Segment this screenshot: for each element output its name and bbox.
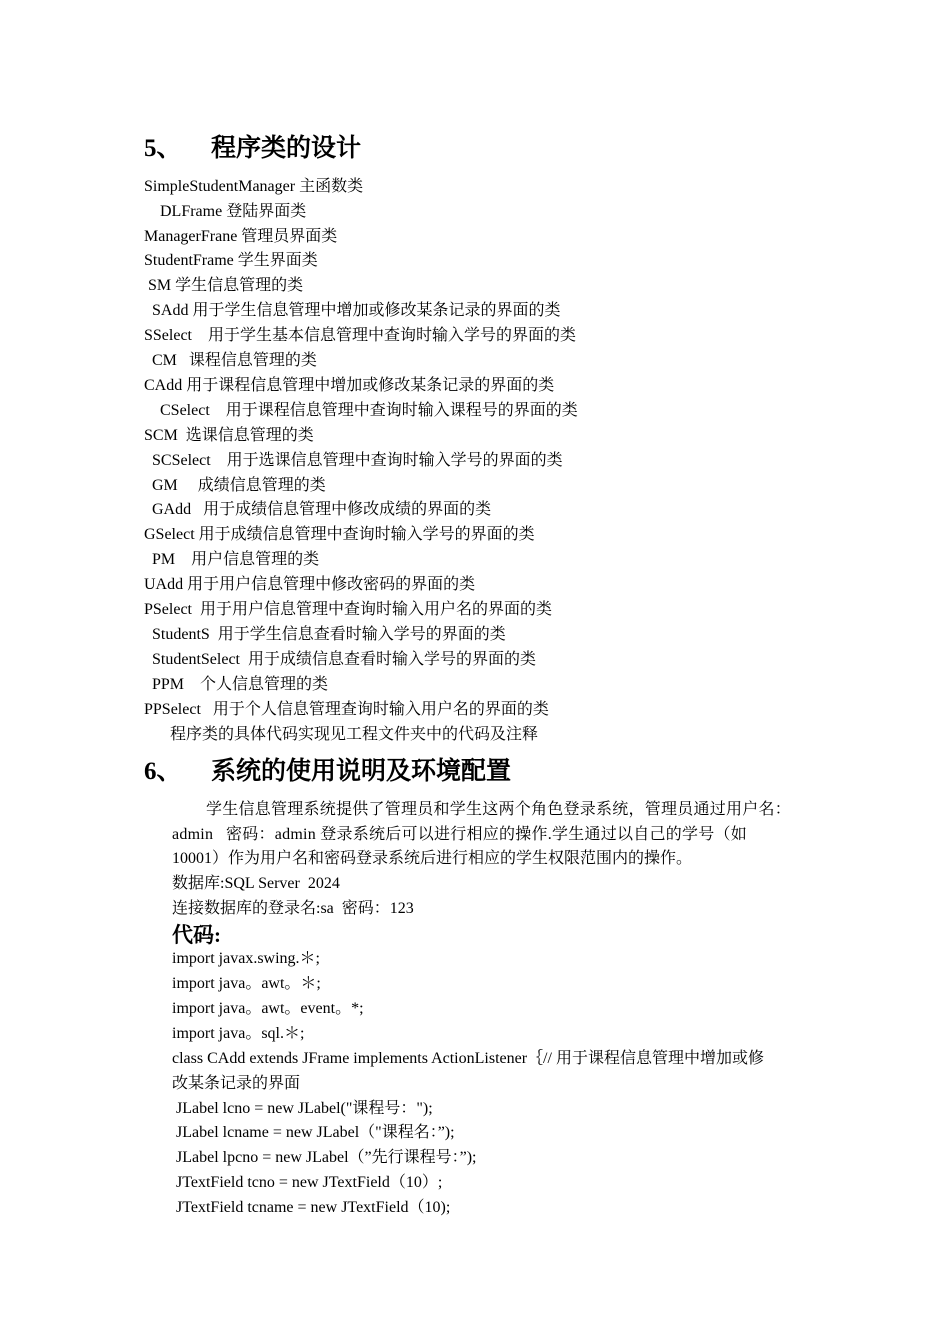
class-line-22: PPSelect 用于个人信息管理查询时输入用户名的界面的类: [144, 701, 549, 718]
code-line-8: JLabel lcname = new JLabel（"课程名：”);: [172, 1124, 455, 1141]
class-line-12: SCSelect 用于选课信息管理中查询时输入学号的界面的类: [152, 452, 563, 469]
class-line-9: CAdd 用于课程信息管理中增加或修改某条记录的界面的类: [144, 377, 555, 394]
class-line-7: SSelect 用于学生基本信息管理中查询时输入学号的界面的类: [144, 327, 576, 344]
class-line-11: SCM 选课信息管理的类: [144, 427, 314, 444]
code-line-5: class CAdd extends JFrame implements ActionListener｛// 用于课程信息管理中增加或修: [172, 1050, 764, 1067]
code-line-4: import java。sql.＊;: [172, 1025, 305, 1042]
section-5-heading: [144, 134, 361, 164]
class-line-14: GAdd 用于成绩信息管理中修改成绩的界面的类: [152, 501, 492, 518]
database-line: 数据库:SQL Server 2024: [172, 875, 340, 892]
class-line-8: CM 课程信息管理的类: [152, 352, 317, 369]
code-line-9: JLabel lpcno = new JLabel（”先行课程号：”);: [172, 1149, 477, 1166]
class-line-3: ManagerFrane 管理员界面类: [144, 228, 338, 245]
code-line-7: JLabel lcno = new JLabel("课程号：");: [172, 1100, 433, 1117]
code-heading: 代码:: [172, 923, 221, 947]
code-line-11: JTextField tcname = new JTextField（10);: [172, 1199, 451, 1216]
class-line-20: StudentSelect 用于成绩信息查看时输入学号的界面的类: [152, 651, 536, 668]
section-6-heading: [144, 757, 511, 787]
class-line-21: PPM 个人信息管理的类: [152, 676, 329, 693]
usage-paragraph-line-2: admin 密码：admin 登录系统后可以进行相应的操作.学生通过以自己的学号（如: [172, 826, 747, 843]
code-line-3: import java。awt。event。*;: [172, 1000, 364, 1017]
class-line-5: SM 学生信息管理的类: [148, 277, 304, 294]
class-line-16: PM 用户信息管理的类: [152, 551, 320, 568]
usage-paragraph-line-3: 10001）作为用户名和密码登录系统后进行相应的学生权限范围内的操作。: [172, 850, 693, 867]
code-line-10: JTextField tcno = new JTextField（10）;: [172, 1174, 443, 1191]
section-5-number: 5、: [144, 135, 182, 162]
class-line-4: StudentFrame 学生界面类: [144, 252, 318, 269]
class-line-13: GM 成绩信息管理的类: [152, 477, 326, 494]
class-line-15: GSelect 用于成绩信息管理中查询时输入学号的界面的类: [144, 526, 535, 543]
code-line-2: import java。awt。＊;: [172, 975, 321, 992]
code-line-1: import javax.swing.＊;: [172, 950, 320, 967]
code-line-6: 改某条记录的界面: [172, 1075, 301, 1092]
usage-paragraph-line-1: 学生信息管理系统提供了管理员和学生这两个角色登录系统，管理员通过用户名：: [206, 801, 792, 818]
section-6-number: 6、: [144, 758, 182, 785]
login-line: 连接数据库的登录名:sa 密码：123: [172, 900, 414, 917]
class-line-19: StudentS 用于学生信息查看时输入学号的界面的类: [152, 626, 506, 643]
section-5-title: 程序类的设计: [211, 135, 362, 162]
class-line-2: DLFrame 登陆界面类: [160, 203, 307, 220]
class-line-10: CSelect 用于课程信息管理中查询时输入课程号的界面的类: [160, 402, 578, 419]
section-6-title: 系统的使用说明及环境配置: [211, 758, 512, 785]
class-line-23: 程序类的具体代码实现见工程文件夹中的代码及注释: [170, 726, 539, 743]
class-line-6: SAdd 用于学生信息管理中增加或修改某条记录的界面的类: [152, 302, 561, 319]
class-line-1: SimpleStudentManager 主函数类: [144, 178, 364, 195]
class-line-18: PSelect 用于用户信息管理中查询时输入用户名的界面的类: [144, 601, 552, 618]
class-line-17: UAdd 用于用户信息管理中修改密码的界面的类: [144, 576, 476, 593]
